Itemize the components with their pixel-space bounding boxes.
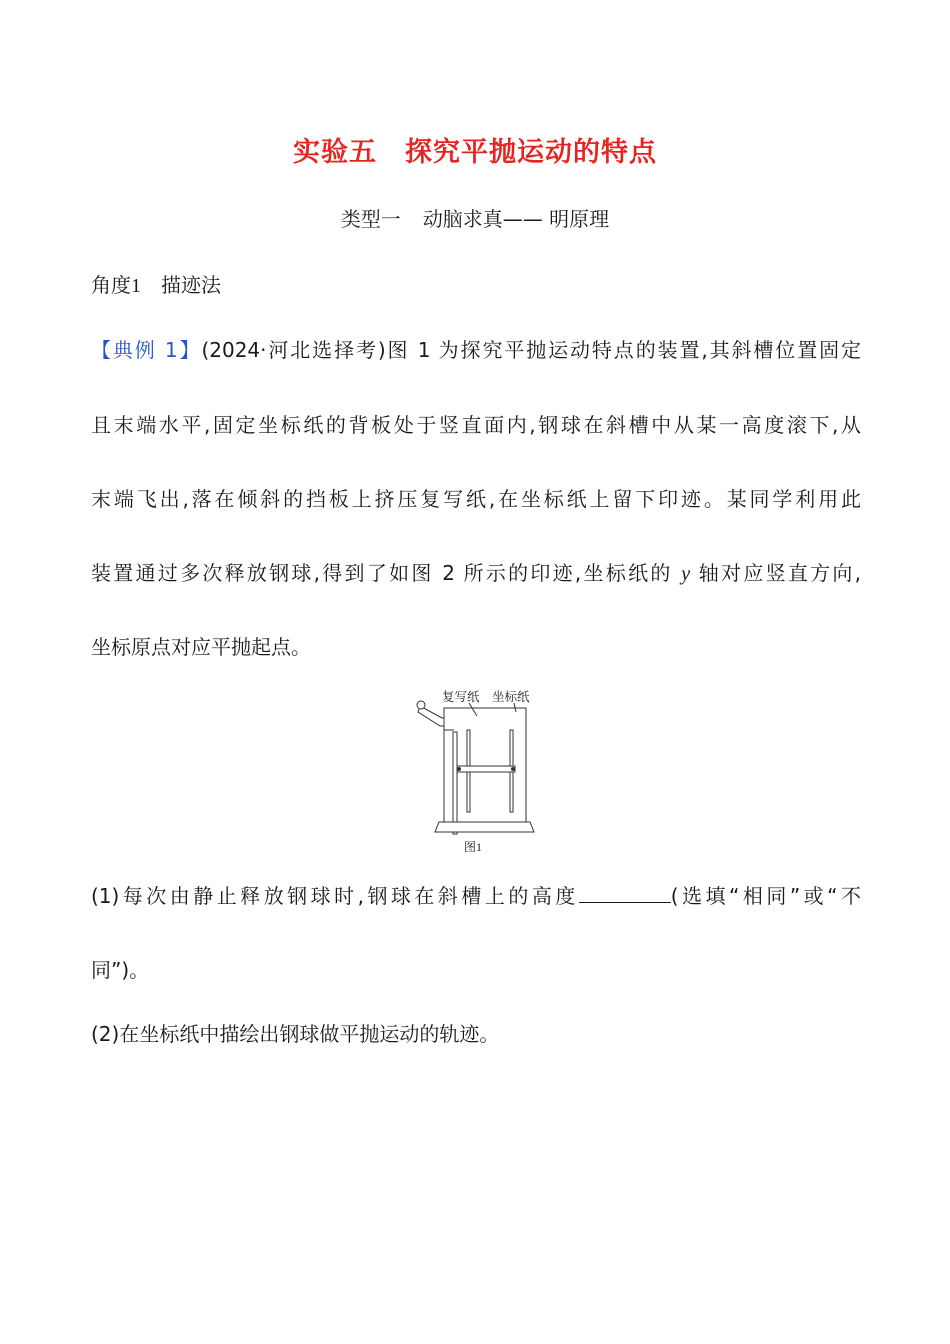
apparatus-figure xyxy=(414,684,540,856)
example-line-4: 装置通过多次释放钢球,得到了如图 2 所示的印迹,坐标纸的 y 轴对应竖直方向, xyxy=(91,561,862,585)
baffle xyxy=(457,766,515,772)
steel-ball-icon xyxy=(417,701,425,709)
base xyxy=(435,822,534,832)
example-line-3: 末端飞出,落在倾斜的挡板上挤压复写纸,在坐标纸上留下印迹。某同学利用此 xyxy=(91,487,861,511)
apparatus-drawing xyxy=(414,684,540,856)
title-experiment-name: 探究平抛运动的特点 xyxy=(405,137,657,168)
y-axis-variable: y xyxy=(681,563,691,585)
section-title xyxy=(0,203,950,232)
label-coordinate-paper: 坐标纸 xyxy=(492,690,530,704)
label-carbon-paper: 复写纸 xyxy=(442,690,480,704)
page-title xyxy=(0,130,950,169)
example-line-1: 【典例 1】(2024·河北选择考)图 1 为探究平抛运动特点的装置,其斜槽位置固定 xyxy=(91,338,861,362)
angle-name: 描迹法 xyxy=(161,273,221,297)
example-line-2: 且末端水平,固定坐标纸的背板处于竖直面内,钢球在斜槽中从某一高度滚下,从 xyxy=(91,413,861,437)
section-subtitle: 动脑求真—— 明原理 xyxy=(422,207,610,231)
title-experiment-number: 实验五 xyxy=(293,137,377,168)
angle-number: 1 xyxy=(131,275,141,297)
left-post xyxy=(453,732,457,834)
angle-title xyxy=(91,269,221,298)
answer-blank[interactable] xyxy=(579,901,671,903)
question-2: (2)在坐标纸中描绘出钢球做平抛运动的轨迹。 xyxy=(91,1022,500,1046)
question-1-line-1: (1)每次由静止释放钢球时,钢球在斜槽上的高度 (选填“相同”或“不 xyxy=(91,884,862,908)
example-tag: 【典例 1】 xyxy=(91,338,202,362)
section-type: 类型一 xyxy=(340,207,401,231)
angle-label: 角度 xyxy=(91,273,131,297)
question-1-line-2: 同”)。 xyxy=(91,958,150,982)
example-line-5: 坐标原点对应平抛起点。 xyxy=(91,635,311,659)
figure-caption: 图1 xyxy=(464,840,483,854)
